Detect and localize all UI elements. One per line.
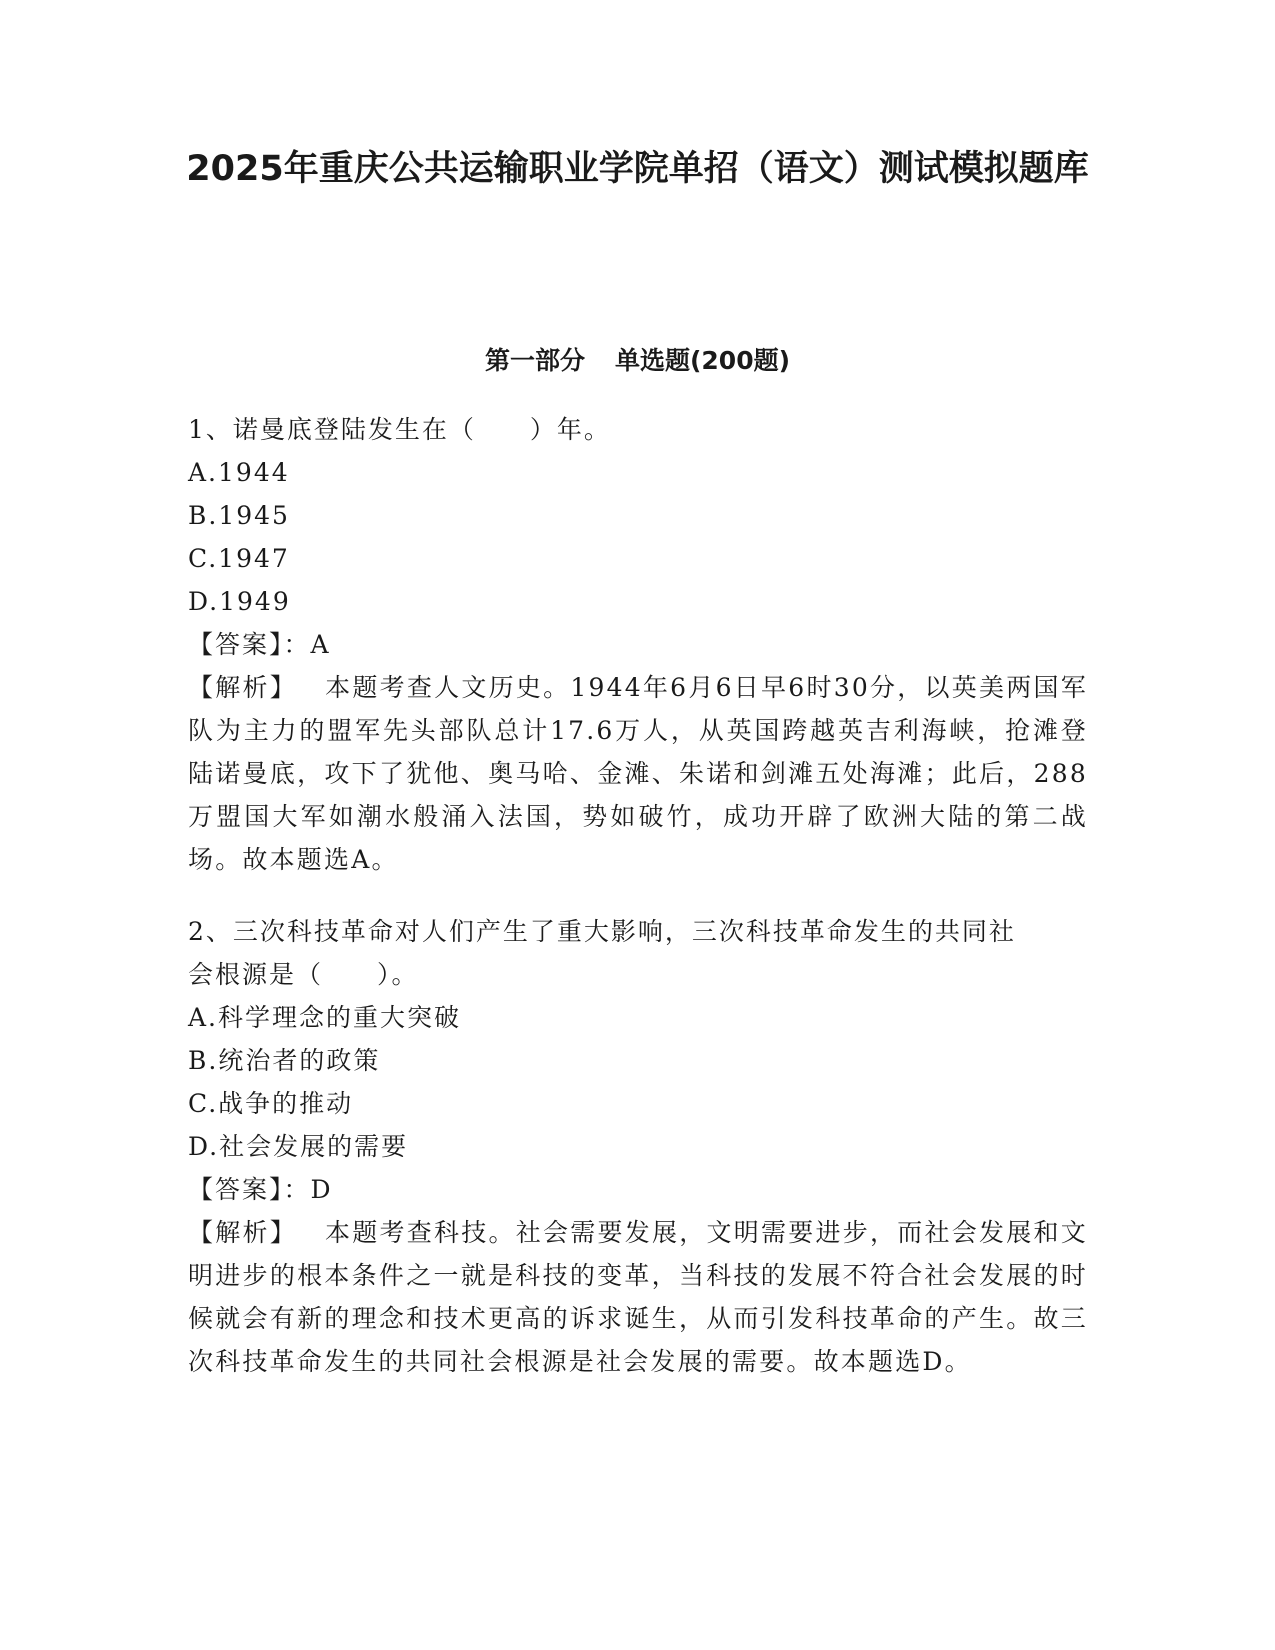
analysis-label: 【解析】 bbox=[188, 673, 298, 702]
answer-line bbox=[188, 623, 1088, 666]
analysis-label: 【解析】 bbox=[188, 1218, 297, 1247]
option-d: D.1949 bbox=[188, 587, 291, 616]
option-c: C.1947 bbox=[188, 544, 290, 573]
option-d: D.社会发展的需要 bbox=[188, 1132, 409, 1161]
analysis-text: 本题考查科技。社会需要发展，文明需要进步，而社会发展和文明进步的根本条件之一就是科技的变革，当科技的发展不符合社会发展的时候就会有新的理念和技术更高的诉求诞生，从而引发科技革命的产生。故三次科技革命发生的共同社会根源是社会发展的需要。故本题选D。 bbox=[188, 1218, 1088, 1376]
section-part: 第一部分 bbox=[484, 346, 585, 375]
question-stem: 2、三次科技革命对人们产生了重大影响，三次科技革命发生的共同社 bbox=[188, 917, 1016, 946]
option-c: C.战争的推动 bbox=[188, 1089, 354, 1118]
option-b: B.1945 bbox=[188, 501, 290, 530]
section-heading bbox=[180, 344, 1095, 378]
question-stem-continued: 会根源是（ ）。 bbox=[188, 960, 419, 989]
document-title: 2025年重庆公共运输职业学院单招（语文）测试模拟题库 bbox=[186, 149, 1089, 189]
option-a: A.1944 bbox=[188, 458, 290, 487]
section-name: 单选题(200题) bbox=[614, 346, 791, 375]
option-b: B.统治者的政策 bbox=[188, 1046, 381, 1075]
analysis-text: 本题考查人文历史。1944年6月6日早6时30分，以英美两国军队为主力的盟军先头部队总计17.6万人，从英国跨越英吉利海峡，抢滩登陆诺曼底，攻下了犹他、奥马哈、金滩、朱诺和剑滩五处海滩；此后，288万盟国大军如潮水般涌入法国，势如破竹，成功开辟了欧洲大陆的第二战场。故本题选A。 bbox=[188, 673, 1088, 874]
answer-value: ：D bbox=[283, 1175, 333, 1204]
option-a: A.科学理念的重大突破 bbox=[188, 1003, 462, 1032]
answer-label: 【答案】 bbox=[188, 630, 284, 659]
question-1 bbox=[188, 408, 1088, 881]
answer-line bbox=[188, 1168, 1088, 1211]
question-2 bbox=[188, 910, 1088, 1383]
answer-value: ：A bbox=[283, 630, 331, 659]
analysis-paragraph bbox=[188, 1211, 1088, 1383]
analysis-paragraph bbox=[188, 666, 1088, 881]
answer-label: 【答案】 bbox=[188, 1175, 284, 1204]
question-stem: 1、诺曼底登陆发生在（ ）年。 bbox=[188, 415, 611, 444]
